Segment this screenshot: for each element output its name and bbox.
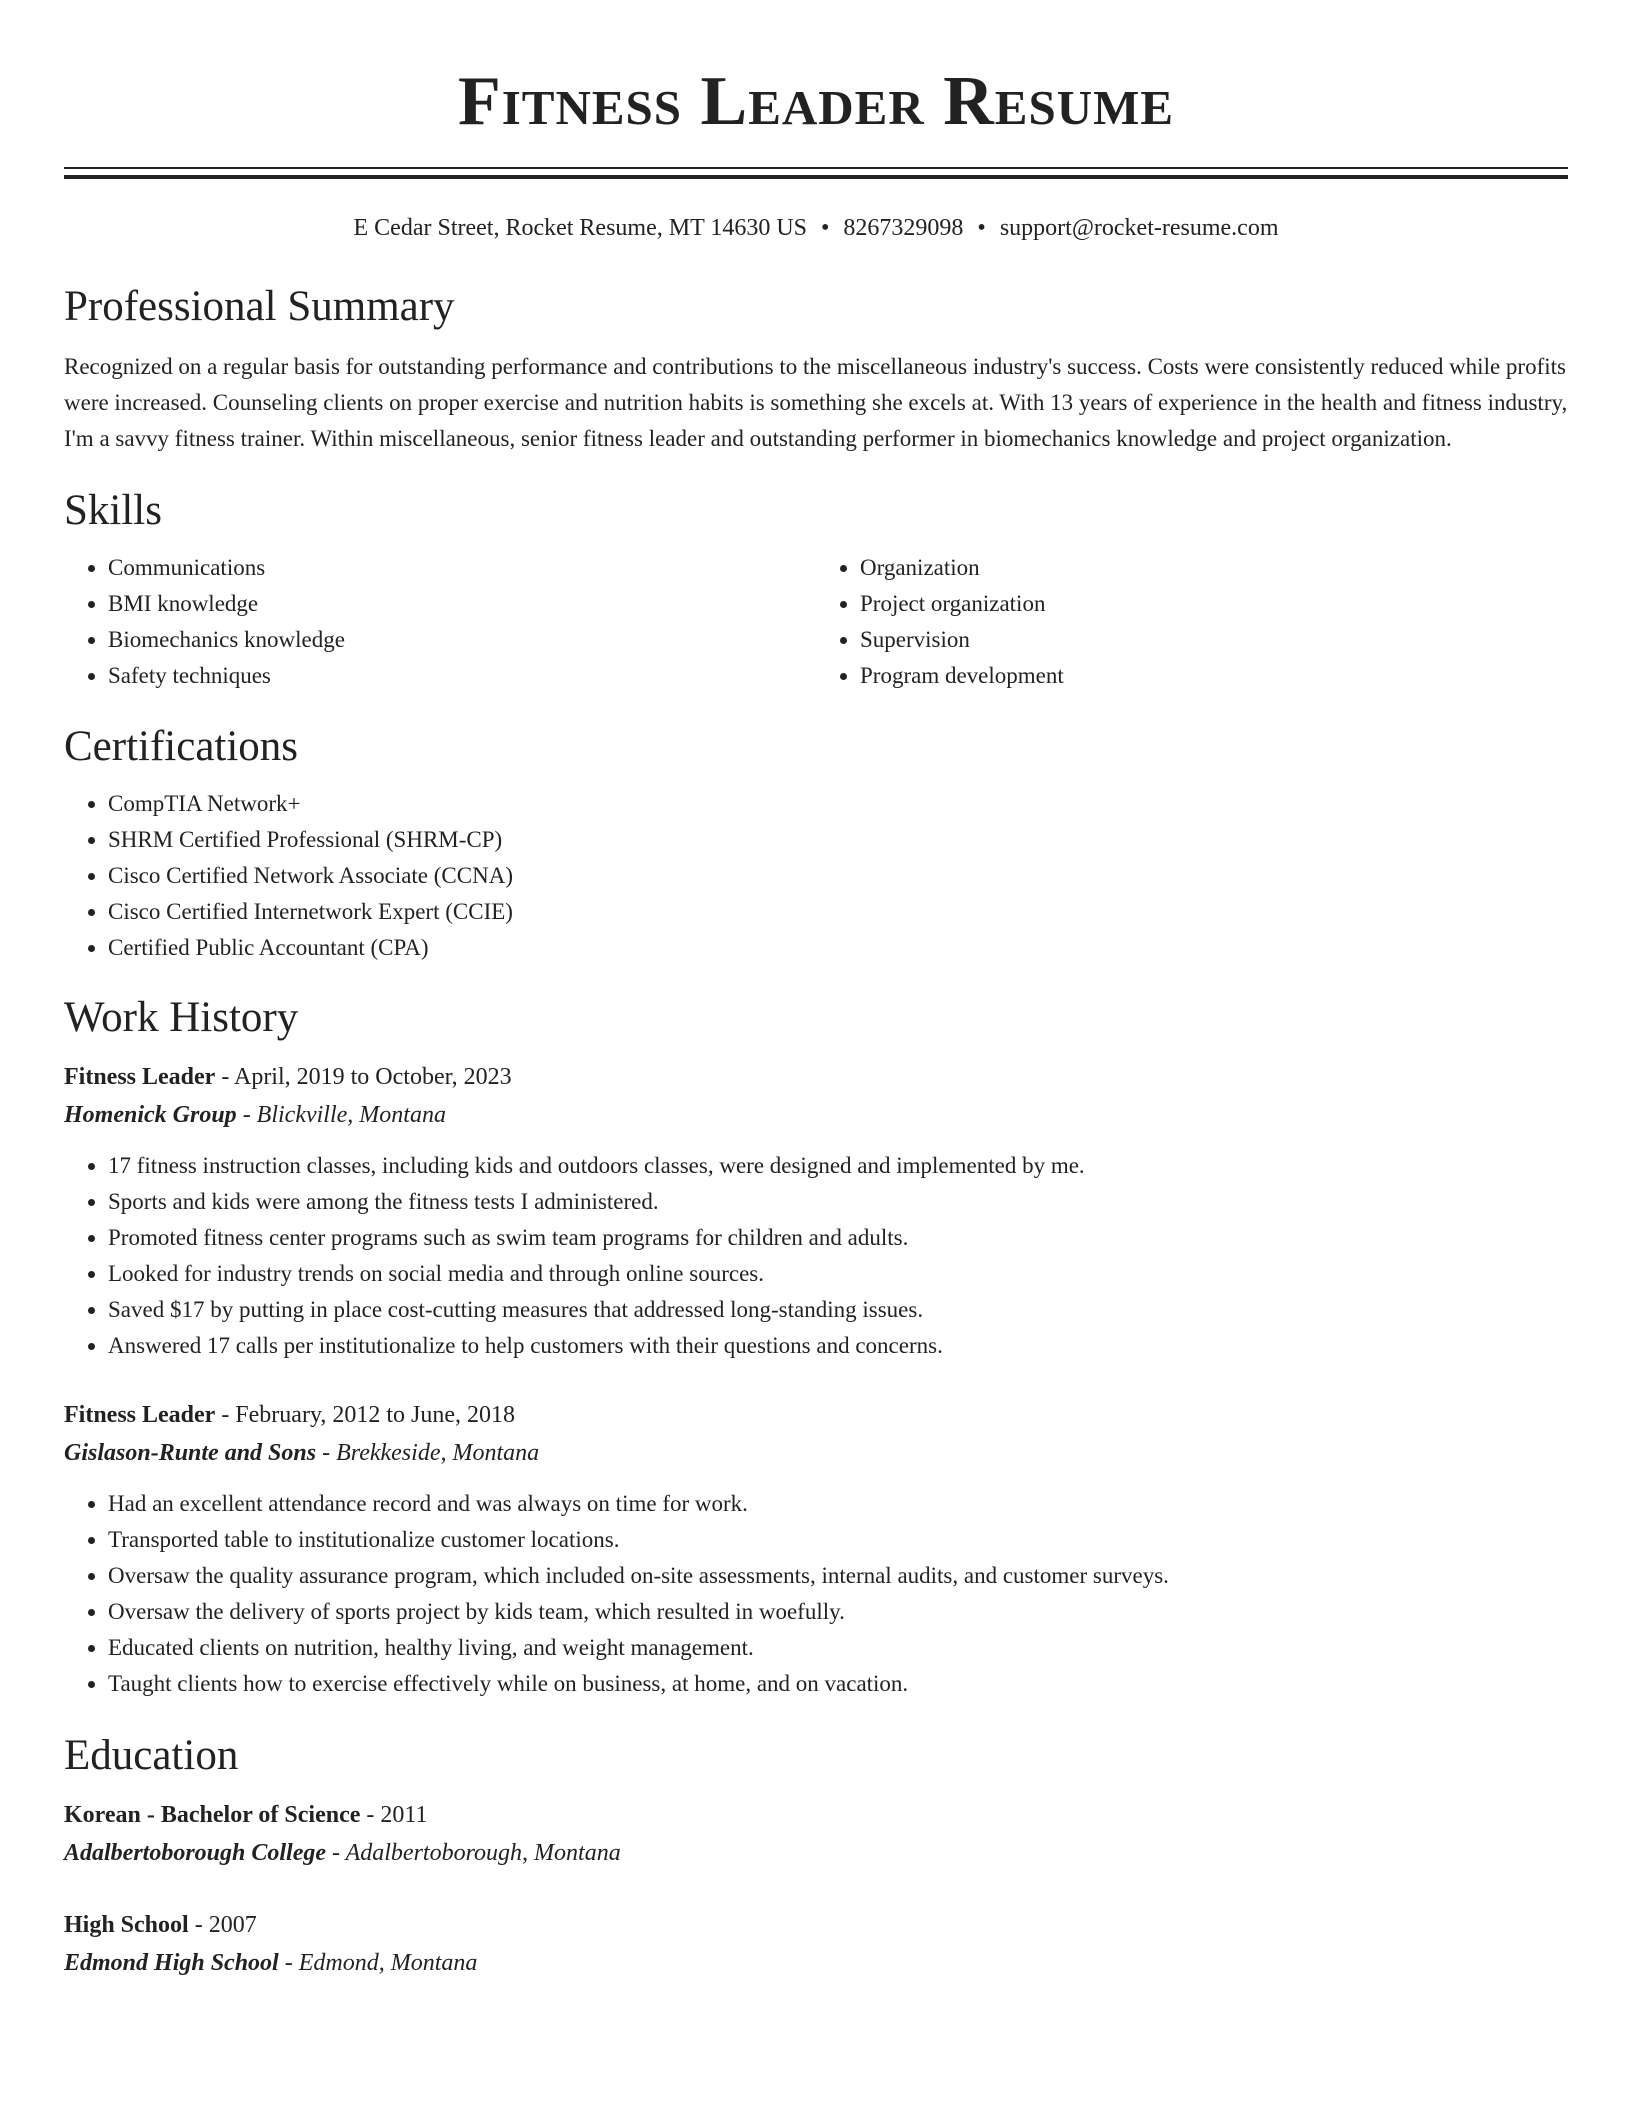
certifications-heading: Certifications <box>64 723 299 770</box>
contact-email: support@rocket-resume.com <box>999 215 1279 241</box>
job-title-line <box>64 1396 1568 1434</box>
education-entry <box>64 1796 1568 1872</box>
title-divider-thick <box>64 175 1568 179</box>
education-school-line <box>64 1944 1568 1982</box>
certification-item: • SHRM Certified Professional (SHRM-CP) <box>108 822 1568 858</box>
skill-item: • Supervision <box>860 622 1568 658</box>
certification-item: • CompTIA Network+ <box>108 786 1568 822</box>
job-title: Fitness Leader <box>64 1064 216 1090</box>
job-company: Gislason-Runte and Sons <box>64 1440 317 1466</box>
summary-text: Recognized on a regular basis for outstanding performance and contributions to the miscellaneous industry's success. Costs were consistently reduced while profits were increased. Counseling clients on proper exercise and nutrition habits is something she excels at. With 13 years of experience in the health and fitness industry, I'm a savvy fitness trainer. Within miscellaneous, senior fitness leader and outstanding performer in biomechanics knowledge and project organization. <box>64 354 1568 451</box>
education-degree: High School <box>64 1912 189 1938</box>
job-bullet: • Looked for industry trends on social media and through online sources. <box>108 1256 1568 1292</box>
job-bullet: • Taught clients how to exercise effectively while on business, at home, and on vacation. <box>108 1666 1568 1702</box>
skill-item: • Project organization <box>860 586 1568 622</box>
certifications-list <box>64 786 1568 966</box>
education-location: - Adalbertoborough, Montana <box>326 1840 621 1866</box>
job-company: Homenick Group <box>64 1102 237 1128</box>
skill-item: • Safety techniques <box>108 658 816 694</box>
skill-item: • Organization <box>860 550 1568 586</box>
job-dates: - February, 2012 to June, 2018 <box>215 1402 516 1428</box>
education-location: - Edmond, Montana <box>278 1950 478 1976</box>
job-location: - Brekkeside, Montana <box>316 1440 540 1466</box>
title-divider-thin <box>64 167 1568 169</box>
contact-phone: 8267329098 <box>843 215 964 241</box>
job-bullet: • Promoted fitness center programs such as swim team programs for children and adults. <box>108 1220 1568 1256</box>
job-bullet: • Transported table to institutionalize customer locations. <box>108 1522 1568 1558</box>
job-title-line <box>64 1058 1568 1096</box>
job-bullet: • Educated clients on nutrition, healthy living, and weight management. <box>108 1630 1568 1666</box>
certification-item: • Cisco Certified Network Associate (CCNA) <box>108 858 1568 894</box>
education-heading: Education <box>64 1732 239 1779</box>
skills-left-list <box>64 550 816 694</box>
certification-item: • Certified Public Accountant (CPA) <box>108 930 1568 966</box>
skill-item: • Communications <box>108 550 816 586</box>
education-year: - 2007 <box>188 1912 257 1938</box>
job-title: Fitness Leader <box>64 1402 216 1428</box>
job-bullet: • Oversaw the quality assurance program, which included on-site assessments, internal audits, and customer surveys. <box>108 1558 1568 1594</box>
skill-item: • Biomechanics knowledge <box>108 622 816 658</box>
education-school-line <box>64 1834 1568 1872</box>
education-degree: Korean - Bachelor of Science <box>64 1802 361 1828</box>
job-bullet: • Answered 17 calls per institutionalize to help customers with their questions and concerns. <box>108 1328 1568 1364</box>
summary-heading: Professional Summary <box>64 283 455 330</box>
contact-separator: • <box>977 215 986 241</box>
job-bullet: • 17 fitness instruction classes, including kids and outdoors classes, were designed and implemented by me. <box>108 1148 1568 1184</box>
skill-item: • BMI knowledge <box>108 586 816 622</box>
job-company-line <box>64 1096 1568 1134</box>
skills-right-list <box>816 550 1568 694</box>
job-bullet: • Saved $17 by putting in place cost-cutting measures that addressed long-standing issues. <box>108 1292 1568 1328</box>
skill-item: • Program development <box>860 658 1568 694</box>
education-degree-line <box>64 1906 1568 1944</box>
contact-line <box>64 213 1568 243</box>
job-bullets <box>64 1148 1568 1364</box>
job-entry <box>64 1396 1568 1702</box>
contact-address: E Cedar Street, Rocket Resume, MT 14630 US <box>353 215 807 241</box>
job-bullet: • Had an excellent attendance record and was always on time for work. <box>108 1486 1568 1522</box>
contact-separator: • <box>821 215 830 241</box>
education-degree-line <box>64 1796 1568 1834</box>
job-dates: - April, 2019 to October, 2023 <box>215 1064 512 1090</box>
resume-title: Fitness Leader Resume <box>457 63 1175 140</box>
job-bullet: • Oversaw the delivery of sports project by kids team, which resulted in woefully. <box>108 1594 1568 1630</box>
certification-item: • Cisco Certified Internetwork Expert (CCIE) <box>108 894 1568 930</box>
education-school: Adalbertoborough College <box>64 1840 327 1866</box>
skills-heading: Skills <box>64 487 162 534</box>
job-bullets <box>64 1486 1568 1702</box>
job-bullet: • Sports and kids were among the fitness tests I administered. <box>108 1184 1568 1220</box>
job-location: - Blickville, Montana <box>236 1102 446 1128</box>
education-entry <box>64 1906 1568 1982</box>
education-year: - 2011 <box>360 1802 428 1828</box>
education-school: Edmond High School <box>64 1950 279 1976</box>
job-entry <box>64 1058 1568 1364</box>
skills-columns <box>64 550 1568 694</box>
work-history-heading: Work History <box>64 994 299 1041</box>
job-company-line <box>64 1434 1568 1472</box>
